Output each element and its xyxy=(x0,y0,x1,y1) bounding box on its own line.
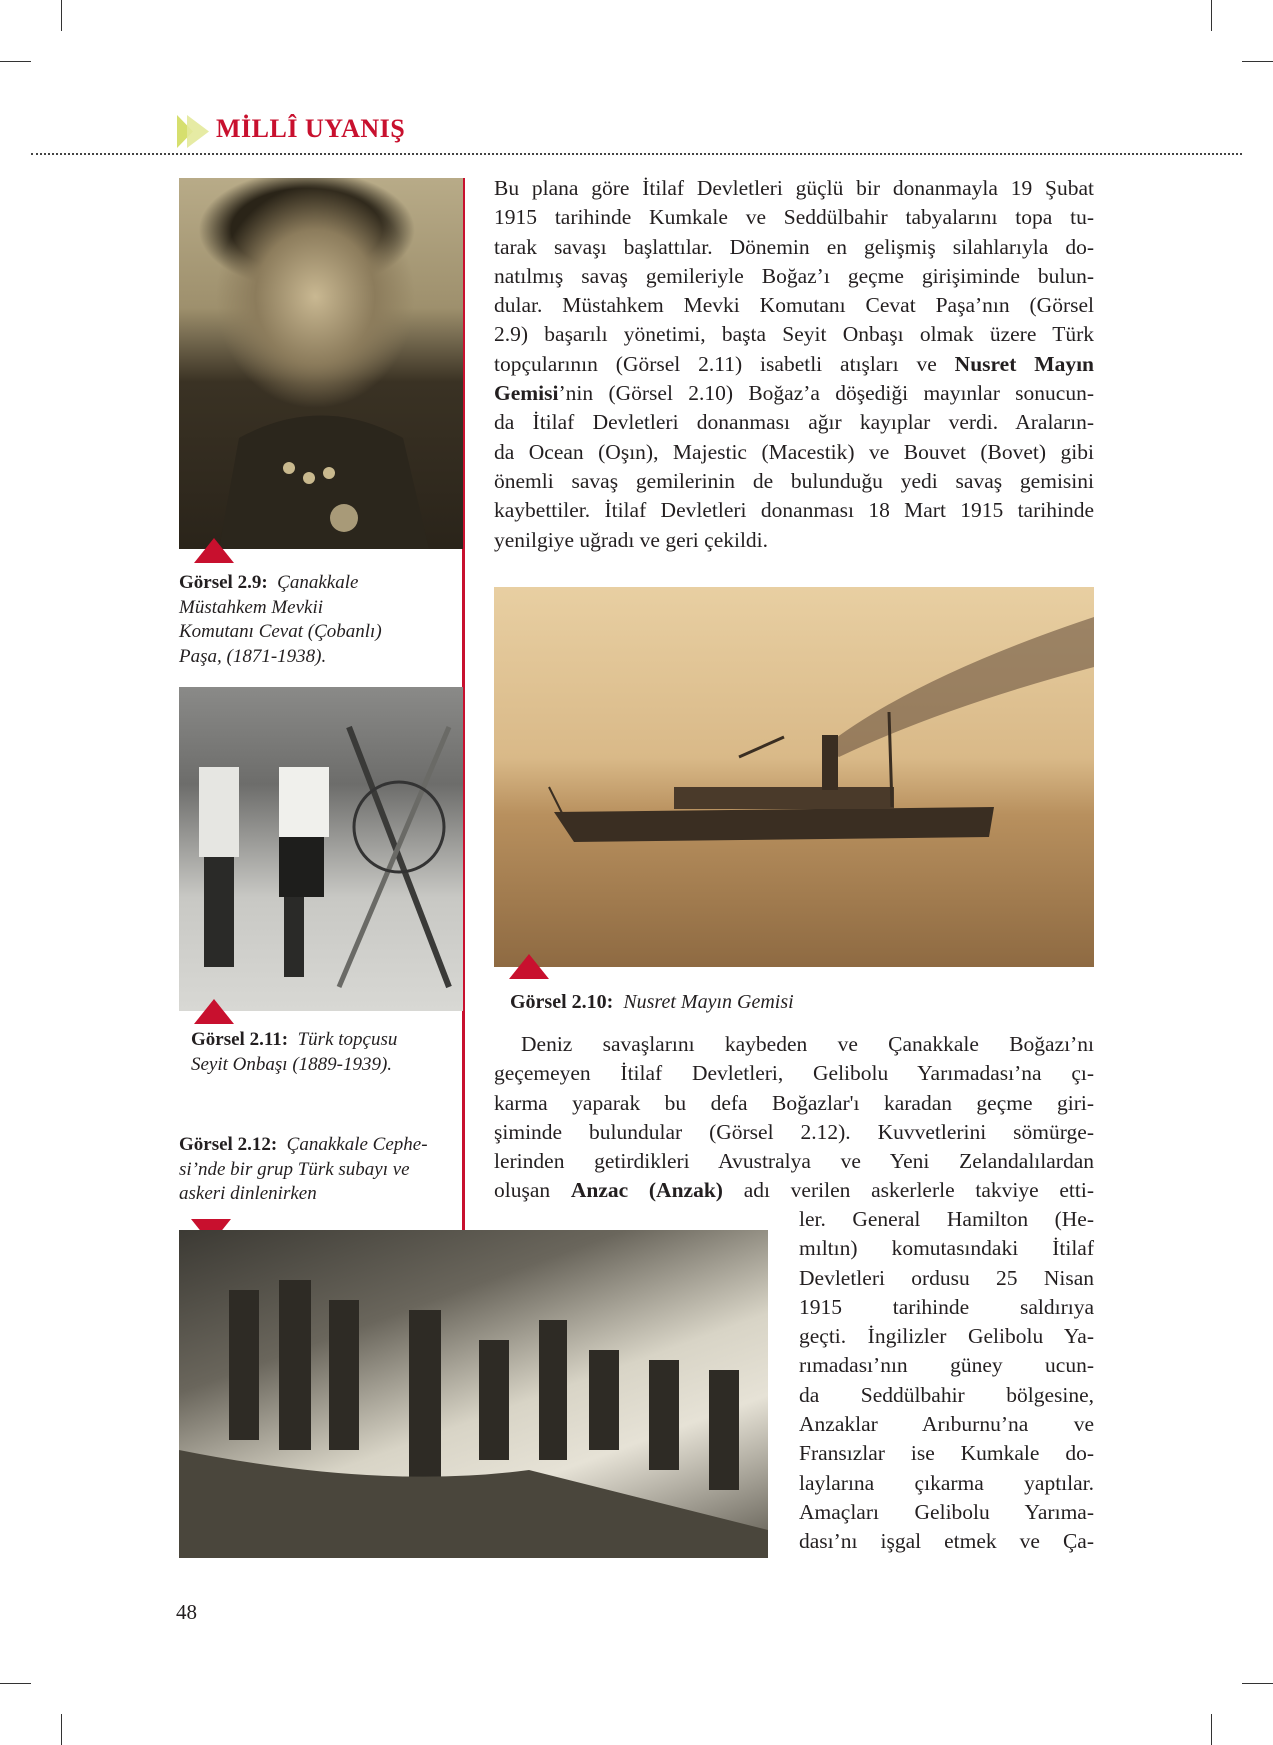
text-segment: karma yaparak bu defa Boğazlar'ı karadan geçme giri- xyxy=(494,1090,1094,1115)
text-segment: Bu plana göre İtilaf Devletleri güçlü bir donanmayla 19 Şubat xyxy=(494,176,1094,200)
text-line xyxy=(799,1234,1094,1263)
text-line xyxy=(799,1439,1094,1468)
text-segment: geçti. İngilizler Gelibolu Ya- xyxy=(799,1324,1094,1349)
caption-gorsel-2-10 xyxy=(510,990,794,1015)
portrait-silhouette xyxy=(179,178,463,549)
crop-mark xyxy=(1242,61,1273,62)
text-segment: lerinden getirdikleri Avustralya ve Yeni Zelandalılardan xyxy=(494,1149,1094,1174)
text-segment: tarak savaşı başlattılar. Dönemin en gelişmiş silahlarıyla do- xyxy=(494,234,1094,259)
ship-illustration xyxy=(494,587,1094,967)
photo-seyit-onbasi xyxy=(179,687,463,1011)
bold-term: Anzac (Anzak) xyxy=(570,1178,723,1203)
text-line xyxy=(799,1322,1094,1351)
text-line xyxy=(799,1381,1094,1410)
text-line xyxy=(799,1527,1094,1556)
text-line xyxy=(494,320,1094,349)
caption-gorsel-2-9 xyxy=(179,571,459,669)
caption-label: Görsel 2.12: xyxy=(179,1134,278,1155)
photo-detail xyxy=(179,1230,768,1558)
photo-cevat-pasa xyxy=(179,178,463,549)
caption-text: Seyit Onbaşı (1889-1939). xyxy=(191,1053,393,1075)
text-segment: natılmış savaş gemileriyle Boğaz’ı geçme girişiminde bulun- xyxy=(494,263,1094,288)
text-segment: mıltın) komutasındaki İtilaf xyxy=(799,1236,1094,1261)
caption-label: Görsel 2.9: xyxy=(179,572,268,593)
text-segment: önemli savaş gemilerinin de bulunduğu yedi savaş gemisini xyxy=(494,468,1094,493)
text-line xyxy=(494,174,1094,203)
crop-mark xyxy=(61,0,62,31)
caption-gorsel-2-11 xyxy=(191,1028,461,1077)
page-number: 48 xyxy=(176,1600,197,1624)
crop-mark xyxy=(1242,1683,1273,1684)
caption-text: Komutanı Cevat (Çobanlı) xyxy=(179,621,382,642)
text-line xyxy=(799,1469,1094,1498)
text-segment: Fransızlar ise Kumkale do- xyxy=(799,1441,1094,1466)
text-line xyxy=(494,1118,1094,1147)
section-title: MİLLÎ UYANIŞ xyxy=(216,114,406,143)
text-line xyxy=(799,1410,1094,1439)
text-segment: Devletleri ordusu 25 Nisan xyxy=(799,1265,1094,1290)
figure-marker-icon xyxy=(509,954,549,979)
text-segment: geçemeyen İtilaf Devletleri, Gelibolu Yarımadası’na çı- xyxy=(494,1061,1094,1086)
crop-mark xyxy=(1211,1714,1212,1745)
text-line xyxy=(799,1498,1094,1527)
text-line xyxy=(799,1205,1094,1234)
text-line xyxy=(494,1147,1094,1176)
text-line xyxy=(494,467,1094,496)
text-segment: dası’nı işgal etmek ve Ça- xyxy=(799,1529,1094,1554)
text-line xyxy=(494,262,1094,291)
caption-label: Görsel 2.10: xyxy=(510,991,614,1013)
body-paragraph-2-continued xyxy=(799,1205,1094,1557)
body-paragraph-2 xyxy=(494,1030,1094,1206)
caption-text: Paşa, (1871-1938). xyxy=(179,645,327,667)
caption-text: Müstahkem Mevkii xyxy=(179,596,324,618)
text-line xyxy=(494,379,1094,408)
text-segment: oluşan xyxy=(494,1178,571,1203)
text-segment: ’nin (Görsel 2.10) Boğaz’a döşediği mayınlar sonucun- xyxy=(558,381,1094,406)
text-line xyxy=(494,291,1094,320)
text-segment: rımadası’nın güney ucun- xyxy=(799,1353,1094,1378)
caption-text: Türk topçusu xyxy=(297,1029,398,1050)
photo-detail xyxy=(179,687,463,1011)
text-segment: yenilgiye uğradı ve geri çekildi. xyxy=(494,527,769,552)
text-segment: kaybettiler. İtilaf Devletleri donanması 18 Mart 1915 tarihinde xyxy=(494,498,1094,523)
text-segment: da Ocean (Oşın), Majestic (Macestik) ve Bouvet (Bovet) gibi xyxy=(494,439,1094,464)
crop-mark xyxy=(0,1683,31,1684)
caption-text: Nusret Mayın Gemisi xyxy=(623,991,794,1013)
text-segment: 1915 tarihinde saldırıya xyxy=(799,1294,1094,1319)
text-line xyxy=(494,1176,1094,1205)
text-line xyxy=(799,1351,1094,1380)
text-line xyxy=(494,203,1094,232)
text-line xyxy=(494,1059,1094,1088)
caption-text: Çanakkale Cephe- xyxy=(286,1134,428,1155)
photo-nusret-minelayer xyxy=(494,587,1094,967)
text-segment: adı verilen askerlerle takviye etti- xyxy=(722,1178,1095,1203)
text-segment: 2.9) başarılı yönetimi, başta Seyit Onbaşı olmak üzere Türk xyxy=(494,322,1094,347)
text-line xyxy=(494,496,1094,525)
caption-text: si’nde bir grup Türk subayı ve xyxy=(179,1158,410,1180)
text-segment: şiminde bulundular (Görsel 2.12). Kuvvetlerini sömürge- xyxy=(494,1119,1094,1144)
text-segment: topçularının (Görsel 2.11) isabetli atışları ve xyxy=(494,351,955,376)
bold-term: Nusret Mayın xyxy=(954,351,1095,376)
section-arrow-icon xyxy=(177,115,209,148)
text-line xyxy=(494,233,1094,262)
text-segment: Deniz savaşlarını kaybeden ve Çanakkale Boğazı’nı xyxy=(521,1032,1094,1056)
crop-mark xyxy=(1211,0,1212,31)
caption-text: askeri dinlenirken xyxy=(179,1183,317,1204)
caption-gorsel-2-12 xyxy=(179,1133,459,1207)
text-line xyxy=(494,526,1094,555)
text-line xyxy=(799,1293,1094,1322)
caption-text: Çanakkale xyxy=(277,572,359,593)
text-line xyxy=(494,1030,1094,1059)
crop-mark xyxy=(61,1714,62,1745)
text-line xyxy=(494,438,1094,467)
caption-label: Görsel 2.11: xyxy=(191,1029,289,1050)
text-segment: da İtilaf Devletleri donanması ağır kayıplar verdi. Araların- xyxy=(494,410,1094,435)
text-segment: Amaçları Gelibolu Yarıma- xyxy=(799,1499,1094,1524)
text-line xyxy=(799,1264,1094,1293)
text-segment: Anzaklar Arıburnu’na ve xyxy=(799,1412,1094,1437)
header-divider xyxy=(31,153,1242,155)
text-segment: 1915 tarihinde Kumkale ve Seddülbahir tabyalarını topa tu- xyxy=(494,205,1094,230)
text-line xyxy=(494,350,1094,379)
text-segment: dular. Müstahkem Mevki Komutanı Cevat Paşa’nın (Görsel xyxy=(494,293,1094,318)
text-line xyxy=(494,1089,1094,1118)
text-segment: ler. General Hamilton (He- xyxy=(799,1207,1094,1231)
body-paragraph-1 xyxy=(494,174,1094,555)
text-segment: da Seddülbahir bölgesine, xyxy=(799,1382,1094,1407)
bold-term: Gemisi xyxy=(494,381,559,406)
text-line xyxy=(494,408,1094,437)
crop-mark xyxy=(0,61,31,62)
photo-turkish-soldiers xyxy=(179,1230,768,1558)
figure-marker-icon xyxy=(194,999,234,1024)
figure-marker-icon xyxy=(194,538,234,563)
text-segment: laylarına çıkarma yaptılar. xyxy=(799,1470,1094,1495)
